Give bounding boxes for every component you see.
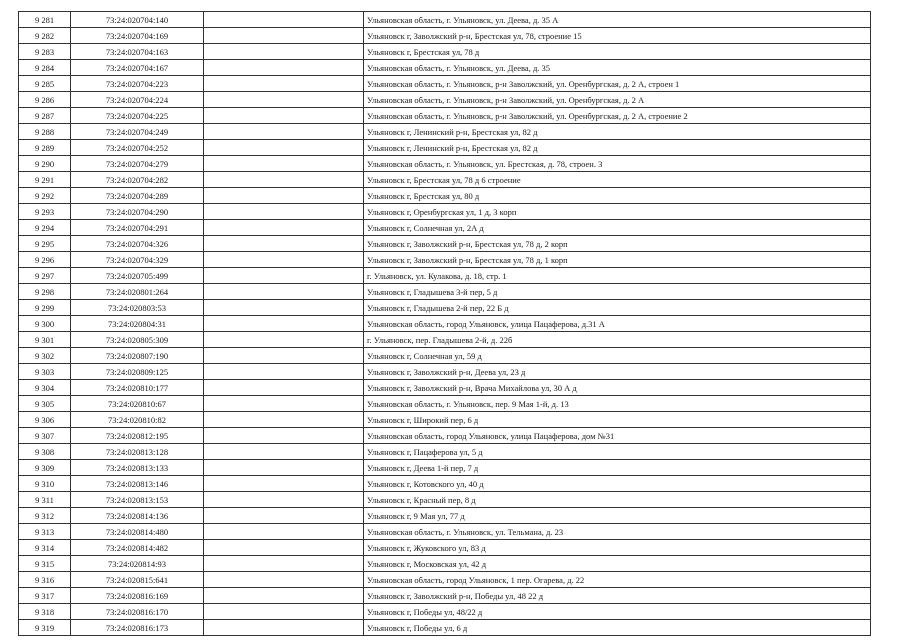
address-cell: Ульяновск г, Победы ул, 6 д — [364, 620, 871, 636]
row-number-cell: 9 286 — [19, 92, 71, 108]
cadastral-number-cell: 73:24:020810:82 — [71, 412, 204, 428]
row-number-cell: 9 293 — [19, 204, 71, 220]
empty-cell — [204, 604, 364, 620]
table-row — [19, 92, 871, 108]
empty-cell — [204, 44, 364, 60]
row-number-cell: 9 283 — [19, 44, 71, 60]
empty-cell — [204, 28, 364, 44]
row-number-cell: 9 312 — [19, 508, 71, 524]
address-cell: Ульяновск г, Красный пер, 8 д — [364, 492, 871, 508]
table-row — [19, 412, 871, 428]
cadastral-number-cell: 73:24:020704:167 — [71, 60, 204, 76]
empty-cell — [204, 380, 364, 396]
empty-cell — [204, 268, 364, 284]
row-number-cell: 9 298 — [19, 284, 71, 300]
cadastral-number-cell: 73:24:020704:169 — [71, 28, 204, 44]
table-row — [19, 188, 871, 204]
row-number-cell: 9 300 — [19, 316, 71, 332]
registry-table — [18, 11, 871, 636]
empty-cell — [204, 316, 364, 332]
cadastral-number-cell: 73:24:020704:223 — [71, 76, 204, 92]
cadastral-number-cell: 73:24:020704:289 — [71, 188, 204, 204]
cadastral-number-cell: 73:24:020704:290 — [71, 204, 204, 220]
address-cell: г. Ульяновск, пер. Гладышева 2-й, д. 22б — [364, 332, 871, 348]
empty-cell — [204, 588, 364, 604]
row-number-cell: 9 304 — [19, 380, 71, 396]
cadastral-number-cell: 73:24:020704:329 — [71, 252, 204, 268]
table-row — [19, 220, 871, 236]
table-row — [19, 620, 871, 636]
address-cell: Ульяновск г, Заволжский р-н, Брестская ул, 78 д, 1 корп — [364, 252, 871, 268]
cadastral-number-cell: 73:24:020813:128 — [71, 444, 204, 460]
table-row — [19, 108, 871, 124]
table-row — [19, 380, 871, 396]
cadastral-number-cell: 73:24:020816:173 — [71, 620, 204, 636]
empty-cell — [204, 460, 364, 476]
empty-cell — [204, 332, 364, 348]
table-row — [19, 476, 871, 492]
address-cell: Ульяновская область, г. Ульяновск, ул. Деева, д. 35 А — [364, 12, 871, 28]
row-number-cell: 9 309 — [19, 460, 71, 476]
table-row — [19, 252, 871, 268]
table-row — [19, 588, 871, 604]
address-cell: Ульяновская область, г. Ульяновск, ул. Деева, д. 35 — [364, 60, 871, 76]
empty-cell — [204, 220, 364, 236]
empty-cell — [204, 476, 364, 492]
cadastral-number-cell: 73:24:020813:153 — [71, 492, 204, 508]
table-row — [19, 492, 871, 508]
empty-cell — [204, 508, 364, 524]
address-cell: Ульяновск г, Заволжский р-н, Победы ул, 48 22 д — [364, 588, 871, 604]
address-cell: Ульяновск г, Ленинский р-н, Брестская ул, 82 д — [364, 140, 871, 156]
registry-table-body — [19, 12, 871, 636]
row-number-cell: 9 307 — [19, 428, 71, 444]
empty-cell — [204, 188, 364, 204]
empty-cell — [204, 412, 364, 428]
cadastral-number-cell: 73:24:020704:249 — [71, 124, 204, 140]
address-cell: Ульяновск г, Заволжский р-н, Брестская ул, 78 д, 2 корп — [364, 236, 871, 252]
cadastral-number-cell: 73:24:020813:146 — [71, 476, 204, 492]
cadastral-number-cell: 73:24:020810:177 — [71, 380, 204, 396]
row-number-cell: 9 310 — [19, 476, 71, 492]
cadastral-number-cell: 73:24:020814:480 — [71, 524, 204, 540]
row-number-cell: 9 316 — [19, 572, 71, 588]
table-row — [19, 156, 871, 172]
empty-cell — [204, 236, 364, 252]
address-cell: Ульяновск г, Котовского ул, 40 д — [364, 476, 871, 492]
empty-cell — [204, 124, 364, 140]
row-number-cell: 9 287 — [19, 108, 71, 124]
empty-cell — [204, 556, 364, 572]
row-number-cell: 9 296 — [19, 252, 71, 268]
row-number-cell: 9 285 — [19, 76, 71, 92]
cadastral-number-cell: 73:24:020814:482 — [71, 540, 204, 556]
empty-cell — [204, 300, 364, 316]
address-cell: г. Ульяновск, ул. Кулакова, д. 18, стр. 1 — [364, 268, 871, 284]
address-cell: Ульяновск г, Брестская ул, 80 д — [364, 188, 871, 204]
empty-cell — [204, 492, 364, 508]
table-row — [19, 140, 871, 156]
table-row — [19, 572, 871, 588]
address-cell: Ульяновск г, Победы ул, 48/22 д — [364, 604, 871, 620]
row-number-cell: 9 308 — [19, 444, 71, 460]
cadastral-number-cell: 73:24:020814:93 — [71, 556, 204, 572]
address-cell: Ульяновская область, г. Ульяновск, пер. 9 Мая 1-й, д. 13 — [364, 396, 871, 412]
empty-cell — [204, 284, 364, 300]
cadastral-number-cell: 73:24:020704:291 — [71, 220, 204, 236]
cadastral-number-cell: 73:24:020816:169 — [71, 588, 204, 604]
address-cell: Ульяновск г, Гладышева 2-й пер, 22 Б д — [364, 300, 871, 316]
table-row — [19, 28, 871, 44]
cadastral-number-cell: 73:24:020803:53 — [71, 300, 204, 316]
address-cell: Ульяновск г, Широкий пер, 6 д — [364, 412, 871, 428]
address-cell: Ульяновск г, Деева 1-й пер, 7 д — [364, 460, 871, 476]
empty-cell — [204, 60, 364, 76]
row-number-cell: 9 318 — [19, 604, 71, 620]
address-cell: Ульяновская область, город Ульяновск, улица Пацаферова, д.31 А — [364, 316, 871, 332]
table-row — [19, 460, 871, 476]
table-row — [19, 540, 871, 556]
cadastral-number-cell: 73:24:020704:224 — [71, 92, 204, 108]
cadastral-number-cell: 73:24:020704:225 — [71, 108, 204, 124]
row-number-cell: 9 295 — [19, 236, 71, 252]
empty-cell — [204, 252, 364, 268]
cadastral-number-cell: 73:24:020704:140 — [71, 12, 204, 28]
empty-cell — [204, 540, 364, 556]
table-row — [19, 396, 871, 412]
row-number-cell: 9 303 — [19, 364, 71, 380]
row-number-cell: 9 306 — [19, 412, 71, 428]
cadastral-number-cell: 73:24:020804:31 — [71, 316, 204, 332]
address-cell: Ульяновская область, г. Ульяновск, р-н Заволжский, ул. Оренбургская, д. 2 А, строен 1 — [364, 76, 871, 92]
row-number-cell: 9 311 — [19, 492, 71, 508]
row-number-cell: 9 290 — [19, 156, 71, 172]
address-cell: Ульяновск г, Заволжский р-н, Брестская ул, 78, строение 15 — [364, 28, 871, 44]
row-number-cell: 9 314 — [19, 540, 71, 556]
address-cell: Ульяновск г, Оренбургская ул, 1 д, 3 корп — [364, 204, 871, 220]
table-row — [19, 524, 871, 540]
table-row — [19, 428, 871, 444]
row-number-cell: 9 291 — [19, 172, 71, 188]
empty-cell — [204, 620, 364, 636]
empty-cell — [204, 444, 364, 460]
row-number-cell: 9 313 — [19, 524, 71, 540]
cadastral-number-cell: 73:24:020812:195 — [71, 428, 204, 444]
table-row — [19, 204, 871, 220]
address-cell: Ульяновск г, Солнечная ул, 59 д — [364, 348, 871, 364]
empty-cell — [204, 12, 364, 28]
row-number-cell: 9 282 — [19, 28, 71, 44]
address-cell: Ульяновская область, г. Ульяновск, ул. Тельмана, д. 23 — [364, 524, 871, 540]
table-row — [19, 172, 871, 188]
cadastral-number-cell: 73:24:020705:499 — [71, 268, 204, 284]
address-cell: Ульяновская область, город Ульяновск, улица Пацаферова, дом №31 — [364, 428, 871, 444]
address-cell: Ульяновск г, Солнечная ул, 2А д — [364, 220, 871, 236]
address-cell: Ульяновская область, г. Ульяновск, ул. Брестская, д. 78, строен. 3 — [364, 156, 871, 172]
address-cell: Ульяновск г, Заволжский р-н, Врача Михайлова ул, 30 А д — [364, 380, 871, 396]
address-cell: Ульяновск г, Пацаферова ул, 5 д — [364, 444, 871, 460]
address-cell: Ульяновская область, г. Ульяновск, р-н Заволжский, ул. Оренбургская, д. 2 А, строение 2 — [364, 108, 871, 124]
row-number-cell: 9 284 — [19, 60, 71, 76]
cadastral-number-cell: 73:24:020801:264 — [71, 284, 204, 300]
row-number-cell: 9 302 — [19, 348, 71, 364]
address-cell: Ульяновск г, Жуковского ул, 83 д — [364, 540, 871, 556]
row-number-cell: 9 294 — [19, 220, 71, 236]
empty-cell — [204, 572, 364, 588]
address-cell: Ульяновск г, Брестская ул, 78 д — [364, 44, 871, 60]
table-row — [19, 556, 871, 572]
cadastral-number-cell: 73:24:020814:136 — [71, 508, 204, 524]
table-row — [19, 300, 871, 316]
empty-cell — [204, 396, 364, 412]
table-row — [19, 332, 871, 348]
table-row — [19, 284, 871, 300]
address-cell: Ульяновская область, город Ульяновск, 1 пер. Огарева, д. 22 — [364, 572, 871, 588]
table-row — [19, 508, 871, 524]
cadastral-number-cell: 73:24:020704:252 — [71, 140, 204, 156]
row-number-cell: 9 297 — [19, 268, 71, 284]
row-number-cell: 9 288 — [19, 124, 71, 140]
cadastral-number-cell: 73:24:020813:133 — [71, 460, 204, 476]
table-row — [19, 316, 871, 332]
empty-cell — [204, 108, 364, 124]
empty-cell — [204, 156, 364, 172]
empty-cell — [204, 76, 364, 92]
row-number-cell: 9 299 — [19, 300, 71, 316]
empty-cell — [204, 92, 364, 108]
row-number-cell: 9 317 — [19, 588, 71, 604]
address-cell: Ульяновск г, 9 Мая ул, 77 д — [364, 508, 871, 524]
address-cell: Ульяновск г, Ленинский р-н, Брестская ул, 82 д — [364, 124, 871, 140]
row-number-cell: 9 301 — [19, 332, 71, 348]
row-number-cell: 9 289 — [19, 140, 71, 156]
table-row — [19, 60, 871, 76]
address-cell: Ульяновская область, г. Ульяновск, р-н Заволжский, ул. Оренбургская, д. 2 А — [364, 92, 871, 108]
empty-cell — [204, 204, 364, 220]
row-number-cell: 9 281 — [19, 12, 71, 28]
cadastral-number-cell: 73:24:020704:279 — [71, 156, 204, 172]
table-row — [19, 348, 871, 364]
address-cell: Ульяновск г, Гладышева 3-й пер, 5 д — [364, 284, 871, 300]
empty-cell — [204, 348, 364, 364]
cadastral-number-cell: 73:24:020805:309 — [71, 332, 204, 348]
row-number-cell: 9 292 — [19, 188, 71, 204]
table-row — [19, 604, 871, 620]
table-row — [19, 44, 871, 60]
cadastral-number-cell: 73:24:020809:125 — [71, 364, 204, 380]
address-cell: Ульяновск г, Брестская ул, 78 д 6 строение — [364, 172, 871, 188]
cadastral-number-cell: 73:24:020815:641 — [71, 572, 204, 588]
table-row — [19, 364, 871, 380]
address-cell: Ульяновск г, Заволжский р-н, Деева ул, 23 д — [364, 364, 871, 380]
table-row — [19, 444, 871, 460]
row-number-cell: 9 315 — [19, 556, 71, 572]
cadastral-number-cell: 73:24:020810:67 — [71, 396, 204, 412]
cadastral-number-cell: 73:24:020704:163 — [71, 44, 204, 60]
table-row — [19, 268, 871, 284]
table-row — [19, 124, 871, 140]
empty-cell — [204, 428, 364, 444]
empty-cell — [204, 364, 364, 380]
table-row — [19, 76, 871, 92]
cadastral-number-cell: 73:24:020807:190 — [71, 348, 204, 364]
empty-cell — [204, 172, 364, 188]
row-number-cell: 9 305 — [19, 396, 71, 412]
table-row — [19, 12, 871, 28]
cadastral-number-cell: 73:24:020816:170 — [71, 604, 204, 620]
empty-cell — [204, 140, 364, 156]
cadastral-number-cell: 73:24:020704:282 — [71, 172, 204, 188]
table-row — [19, 236, 871, 252]
empty-cell — [204, 524, 364, 540]
row-number-cell: 9 319 — [19, 620, 71, 636]
address-cell: Ульяновск г, Московская ул, 42 д — [364, 556, 871, 572]
cadastral-number-cell: 73:24:020704:326 — [71, 236, 204, 252]
